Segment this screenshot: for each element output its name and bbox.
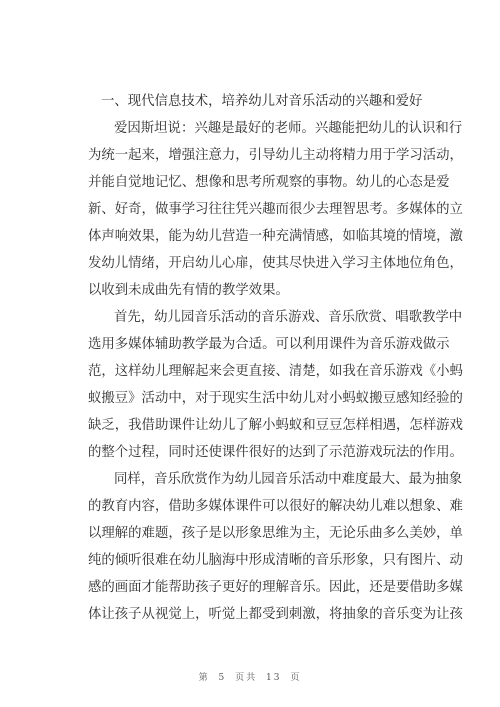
text-line: 新、好奇，做事学习往往凭兴趣而很少去理智思考。多媒体的立	[88, 202, 463, 217]
text-line: 范，这样幼儿理解起来会更直接、清楚，如我在音乐游戏《小蚂	[88, 364, 463, 379]
text-line: 发幼儿情绪，开启幼儿心扉，使其尽快进入学习主体地位角色，	[88, 256, 463, 271]
current-page-number: 5	[218, 673, 227, 683]
paragraph-2	[88, 304, 463, 466]
text-line: 缺乏，我借助课件让幼儿了解小蚂蚁和豆豆怎样相遇，怎样游戏	[88, 418, 463, 433]
document-body	[88, 88, 463, 628]
total-pages-number: 13	[266, 673, 282, 683]
text-line: 为统一起来，增强注意力，引导幼儿主动将精力用于学习活动，	[88, 148, 463, 163]
footer-suffix: 页	[290, 673, 302, 683]
footer-middle: 页共	[235, 673, 258, 683]
text-line: 爱因斯坦说：兴趣是最好的老师。兴趣能把幼儿的认识和行	[114, 121, 463, 136]
text-line: 的整个过程，同时还使课件很好的达到了示范游戏玩法的作用。	[88, 445, 463, 460]
footer-prefix: 第	[198, 673, 210, 683]
paragraph-1	[88, 115, 463, 304]
text-line: 的教育内容，借助多媒体课件可以很好的解决幼儿难以想象、难	[88, 499, 463, 514]
text-line: 感的画面才能帮助孩子更好的理解音乐。因此，还是要借助多媒	[88, 580, 463, 595]
paragraph-3	[88, 466, 463, 628]
page-footer	[0, 670, 500, 683]
text-line: 纯的倾听很难在幼儿脑海中形成清晰的音乐形象，只有图片、动	[88, 553, 463, 568]
section-heading: 一、现代信息技术，培养幼儿对音乐活动的兴趣和爱好	[101, 94, 423, 109]
text-line: 选用多媒体辅助教学最为合适。可以利用课件为音乐游戏做示	[88, 337, 450, 352]
text-line: 以收到未成曲先有情的教学效果。	[88, 283, 289, 298]
text-line: 体让孩子从视觉上，听觉上都受到刺激，将抽象的音乐变为让孩	[88, 607, 463, 622]
text-line: 首先，幼儿园音乐活动的音乐游戏、音乐欣赏、唱歌教学中	[114, 310, 463, 325]
text-line: 以理解的难题，孩子是以形象思维为主，无论乐曲多么美妙，单	[88, 526, 463, 541]
text-line: 并能自觉地记忆、想像和思考所观察的事物。幼儿的心态是爱	[88, 175, 450, 190]
text-line: 体声响效果，能为幼儿营造一种充满情感，如临其境的情境，激	[88, 229, 463, 244]
text-line: 同样，音乐欣赏作为幼儿园音乐活动中难度最大、最为抽象	[114, 472, 463, 487]
text-line: 蚁搬豆》活动中，对于现实生活中幼儿对小蚂蚁搬豆感知经验的	[88, 391, 463, 406]
